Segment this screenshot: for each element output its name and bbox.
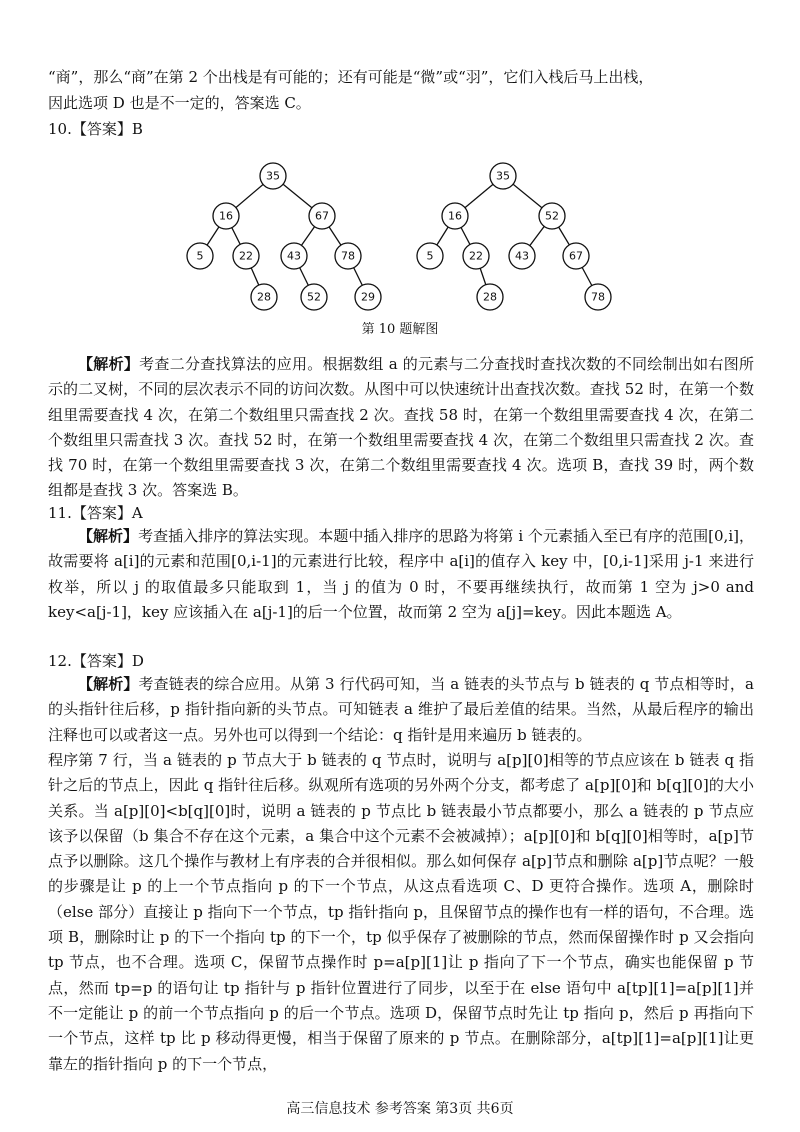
right-node-67: [563, 243, 589, 269]
svg-text:28: 28: [483, 290, 497, 304]
svg-text:78: 78: [341, 249, 355, 263]
q10-analysis: [48, 352, 754, 504]
q10-binary-trees-diagram: [170, 152, 640, 312]
q12-analysis-part2: 程序第 7 行，当 a 链表的 p 节点大于 b 链表的 q 节点时，说明与 a[p][0]相等的节点应该在 b 链表 q 指针之后的节点上，因此 q 指针往后移。纵观所有选项的另外两个分支，都考虑了 a[p][0]和 b[q][0]的大小关系。当 a[p][0]<b[q][0]时，说明 a 链表的 p 节点比 b 链表最小节点都要小，那么 a 链表的 p 节点应该予以保留（b 集合不存在这个元素，a 集合中这个元素不会被减掉）；a[p][0]和 b[q][0]相等时，a[p]节点予以删除。这几个操作与教材上有序表的合并很相似。那么如何保存 a[p]节点和删除 a[p]节点呢？一般的步骤是让 p 的上一个节点指向 p 的下一个节点，从这点看选项 C、D 更符合操作。选项 A，删除时（else 部分）直接让 p 指向下一个节点，tp 指针指向 p，且保留节点的操作也有一样的语句，不合理。选项 B，删除时让 p 的下一个指向 tp 的下一个，tp 似乎保存了被删除的节点，然而保留操作时 p 又会指向 tp 节点，也不合理。选项 C，保留节点操作时 p=a[p][1]让 p 指向了下一个节点，确实也能保留 p 节点，然而 tp=p 的语句让 tp 指针与 p 指针位置进行了同步，以至于在 else 语句中 a[tp][1]=a[p][1]并不一定能让 p 的前一个节点指向 p 的后一个节点。选项 D，保留节点时先让 tp 指向 p，然后 p 再指向下一个节点，这样 tp 比 p 移动得更慢，相当于保留了原来的 p 节点。在删除部分，a[tp][1]=a[p][1]让更靠左的指针指向 p 的下一个节点，: [48, 751, 754, 1073]
right-node-28: [477, 284, 503, 310]
left-tree: [187, 163, 381, 310]
right-node-52: [539, 203, 565, 229]
svg-text:28: 28: [257, 290, 271, 304]
right-node-22: [463, 243, 489, 269]
svg-text:35: 35: [496, 169, 510, 183]
right-node-16: [442, 203, 468, 229]
q12-analysis-part1: [48, 672, 754, 748]
svg-text:52: 52: [307, 290, 321, 304]
page-footer: 高三信息技术 参考答案 第3页 共6页: [286, 1101, 514, 1117]
q11-analysis-text: 考查插入排序的算法实现。本题中插入排序的思路为将第 i 个元素插入至已有序的范围[0,i]，故需要将 a[i]的元素和范围[0,i-1]的元素进行比较，程序中 a[i]的值存入 key 中，[0,i-1]采用 j-1 来进行枚举，所以 j 的取值最多只能取到 1，当 j 的值为 0 时，不要再继续执行，故而第 1 空为 j>0 and key<a[j-1]，key 应该插入在 a[j-1]的后一个位置，故而第 2 空为 a[j]=key。因此本题选 A。: [48, 527, 754, 621]
left-node-28: [251, 284, 277, 310]
left-node-22: [233, 243, 259, 269]
svg-text:35: 35: [266, 169, 280, 183]
svg-text:43: 43: [287, 249, 301, 263]
q12-answer-heading: 12.【答案】D: [48, 652, 144, 670]
q11-analysis-tag: 【解析】: [78, 527, 139, 545]
q10-figure-caption: 第 10 题解图: [361, 322, 439, 337]
right-node-35: [490, 163, 516, 189]
svg-text:78: 78: [591, 290, 605, 304]
svg-text:43: 43: [515, 249, 529, 263]
svg-text:5: 5: [426, 249, 434, 263]
left-node-78: [335, 243, 361, 269]
right-node-5: [417, 243, 443, 269]
left-node-35: [260, 163, 286, 189]
intro-line-1: “商”，那么“商”在第 2 个出栈是有可能的；还有可能是“微”或“羽”，它们入栈后马上出栈，: [48, 68, 654, 86]
q10-analysis-text: 考查二分查找算法的应用。根据数组 a 的元素与二分查找时查找次数的不同绘制出如右图所示的二叉树，不同的层次表示不同的访问次数。从图中可以快速统计出查找次数。查找 52 时，在第一个数组里需要查找 4 次，在第二个数组里只需查找 2 次。查找 58 时，在第一个数组里需要查找 4 次，在第二个数组里只需查找 3 次。查找 52 时，在第一个数组里需要查找 4 次，在第二个数组里只需查找 2 次。查找 70 时，在第一个数组里需要查找 3 次，在第二个数组里需要查找 4 次。选项 B，查找 39 时，两个数组都是查找 3 次。答案选 B。: [48, 355, 754, 500]
q10-analysis-tag: 【解析】: [78, 355, 140, 373]
left-node-29: [355, 284, 381, 310]
svg-text:22: 22: [469, 249, 483, 263]
left-node-5: [187, 243, 213, 269]
svg-text:67: 67: [315, 209, 329, 223]
svg-text:29: 29: [361, 290, 375, 304]
svg-text:16: 16: [219, 209, 233, 223]
q12-analysis-text-1: 考查链表的综合应用。从第 3 行代码可知，当 a 链表的头节点与 b 链表的 q 节点相等时，a 的头指针往后移，p 指针指向新的头节点。可知链表 a 维护了最后差值的结果。当然，从最后程序的输出注释也可以或者这一点。另外也可以得到一个结论：q 指针是用来遍历 b 链表的。: [48, 675, 754, 744]
intro-line-2: 因此选项 D 也是不一定的，答案选 C。: [48, 94, 311, 112]
q11-analysis: [48, 524, 754, 625]
svg-text:22: 22: [239, 249, 253, 263]
svg-text:52: 52: [545, 209, 559, 223]
svg-text:67: 67: [569, 249, 583, 263]
left-node-16: [213, 203, 239, 229]
left-node-52: [301, 284, 327, 310]
left-node-67: [309, 203, 335, 229]
right-node-78: [585, 284, 611, 310]
right-node-43: [509, 243, 535, 269]
q10-answer-heading: 10.【答案】B: [48, 120, 143, 138]
q12-analysis-tag: 【解析】: [78, 675, 139, 693]
svg-text:5: 5: [196, 249, 204, 263]
right-tree: [417, 163, 611, 310]
left-node-43: [281, 243, 307, 269]
svg-text:16: 16: [448, 209, 462, 223]
q11-answer-heading: 11.【答案】A: [48, 504, 143, 522]
